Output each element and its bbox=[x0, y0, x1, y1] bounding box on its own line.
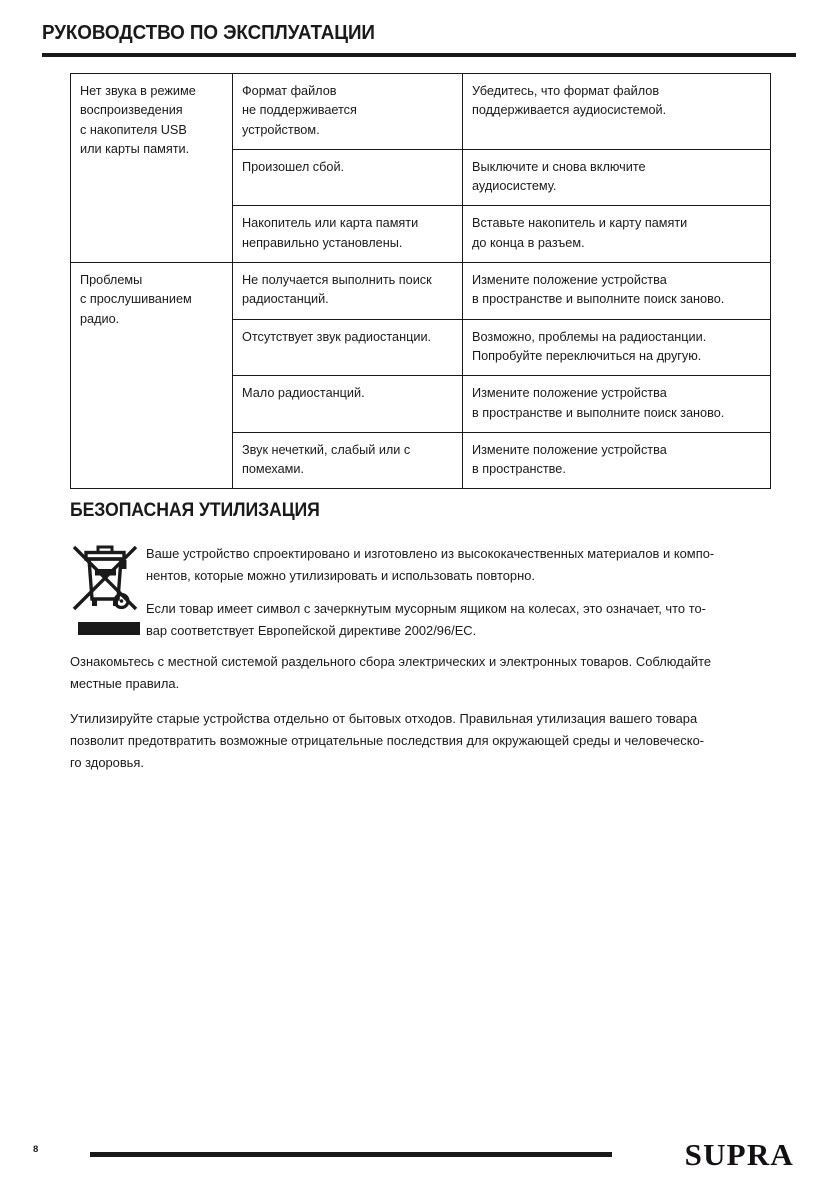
cell-cause bbox=[233, 149, 463, 206]
cell-text-line bbox=[242, 404, 453, 423]
table-row bbox=[71, 74, 771, 150]
cell-text-line: не поддерживается bbox=[242, 103, 357, 118]
cell-cause bbox=[233, 74, 463, 150]
cell-text-line: Измените положение устройства bbox=[472, 273, 667, 288]
section-heading-disposal: БЕЗОПАСНАЯ УТИЛИЗАЦИЯ bbox=[70, 500, 320, 521]
weee-solid-bar bbox=[78, 622, 140, 635]
cell-text-line: Проблемы bbox=[80, 273, 143, 288]
paragraph-line: Ознакомьтесь с местной системой раздельного сбора электрических и электронных товаров. Соблюдайте bbox=[70, 654, 712, 669]
paragraph-line: местные правила. bbox=[70, 676, 180, 692]
cell-text-line: в пространстве и выполните поиск заново. bbox=[472, 292, 725, 307]
cell-text-line: Звук нечеткий, слабый или с bbox=[242, 442, 411, 457]
header-divider bbox=[42, 53, 796, 57]
page-number: 8 bbox=[33, 1144, 39, 1155]
cell-text-line: до конца в разъем. bbox=[472, 235, 585, 250]
disposal-paragraph-2 bbox=[146, 598, 796, 642]
brand-logo-supra: SUPRA bbox=[684, 1137, 794, 1172]
paragraph-line: нентов, которые можно утилизировать и использовать повторно. bbox=[146, 568, 535, 584]
cell-text-line: радиостанций. bbox=[242, 292, 329, 307]
paragraph-line: го здоровья. bbox=[70, 755, 144, 771]
cell-text-line: с прослушиванием bbox=[80, 292, 192, 307]
cell-text-line: Отсутствует звук радиостанции. bbox=[242, 329, 432, 344]
paragraph-line: позволит предотвратить возможные отрицательные последствия для окружающей среды и человеческо- bbox=[70, 733, 705, 749]
cell-fix bbox=[463, 149, 771, 206]
cell-text-line: неправильно установлены. bbox=[242, 235, 403, 250]
cell-cause bbox=[233, 319, 463, 376]
cell-fix bbox=[463, 74, 771, 150]
cell-text-line: Мало радиостанций. bbox=[242, 386, 365, 401]
cell-problem bbox=[71, 263, 233, 489]
cell-cause bbox=[233, 263, 463, 320]
cell-text-line: воспроизведения bbox=[80, 103, 183, 118]
crossed-out-wheelie-bin-icon bbox=[70, 541, 140, 635]
cell-text-line: в пространстве и выполните поиск заново. bbox=[472, 405, 725, 420]
cell-text-line: устройством. bbox=[242, 122, 320, 137]
cell-problem bbox=[71, 74, 233, 263]
cell-text-line: Не получается выполнить поиск bbox=[242, 273, 432, 288]
cell-text-line: Измените положение устройства bbox=[472, 442, 667, 457]
cell-text-line: Нет звука в режиме bbox=[80, 84, 196, 98]
troubleshooting-table-wrapper bbox=[70, 73, 770, 489]
cell-text-line: Попробуйте переключиться на другую. bbox=[472, 348, 702, 363]
troubleshooting-table bbox=[70, 73, 771, 489]
footer-divider bbox=[90, 1152, 612, 1157]
cell-text-line: Формат файлов bbox=[242, 84, 337, 98]
cell-text-line: помехами. bbox=[242, 462, 305, 477]
cell-text-line: или карты памяти. bbox=[80, 141, 190, 156]
page-title: РУКОВОДСТВО ПО ЭКСПЛУАТАЦИИ bbox=[42, 21, 375, 44]
cell-fix bbox=[463, 432, 771, 489]
cell-fix bbox=[463, 206, 771, 263]
cell-text-line bbox=[242, 177, 453, 196]
cell-fix bbox=[463, 263, 771, 320]
cell-text-line: аудиосистему. bbox=[472, 179, 557, 194]
table-body bbox=[71, 74, 771, 489]
disposal-paragraph-1 bbox=[146, 543, 796, 587]
cell-fix bbox=[463, 376, 771, 433]
cell-text-line: Убедитесь, что формат файлов bbox=[472, 84, 660, 98]
paragraph-line: Утилизируйте старые устройства отдельно от бытовых отходов. Правильная утилизация вашего товара bbox=[70, 711, 698, 726]
cell-text-line bbox=[242, 347, 453, 366]
weee-symbol-svg bbox=[70, 541, 140, 619]
cell-text-line: Накопитель или карта памяти bbox=[242, 216, 419, 231]
cell-text-line: Измените положение устройства bbox=[472, 386, 667, 401]
cell-text-line: с накопителя USB bbox=[80, 122, 187, 137]
cell-text-line: Вставьте накопитель и карту памяти bbox=[472, 216, 688, 231]
cell-text-line: Выключите и снова включите bbox=[472, 159, 646, 174]
paragraph-line: вар соответствует Европейской директиве 2002/96/ЕС. bbox=[146, 623, 477, 639]
cell-text-line: Произошел сбой. bbox=[242, 159, 345, 174]
cell-cause bbox=[233, 376, 463, 433]
cell-text-line: радио. bbox=[80, 311, 120, 326]
document-header bbox=[42, 22, 796, 57]
cell-cause bbox=[233, 206, 463, 263]
cell-fix bbox=[463, 319, 771, 376]
paragraph-line: Если товар имеет символ с зачеркнутым мусорным ящиком на колесах, это означает, что то- bbox=[146, 601, 706, 616]
disposal-paragraph-4 bbox=[70, 708, 796, 775]
disposal-paragraph-3 bbox=[70, 651, 796, 695]
paragraph-line: Ваше устройство спроектировано и изготовлено из высококачественных материалов и компо- bbox=[146, 546, 715, 561]
cell-text-line: поддерживается аудиосистемой. bbox=[472, 103, 667, 118]
cell-text-line: в пространстве. bbox=[472, 462, 566, 477]
cell-text-line: Возможно, проблемы на радиостанции. bbox=[472, 329, 707, 344]
table-row bbox=[71, 263, 771, 320]
cell-cause bbox=[233, 432, 463, 489]
